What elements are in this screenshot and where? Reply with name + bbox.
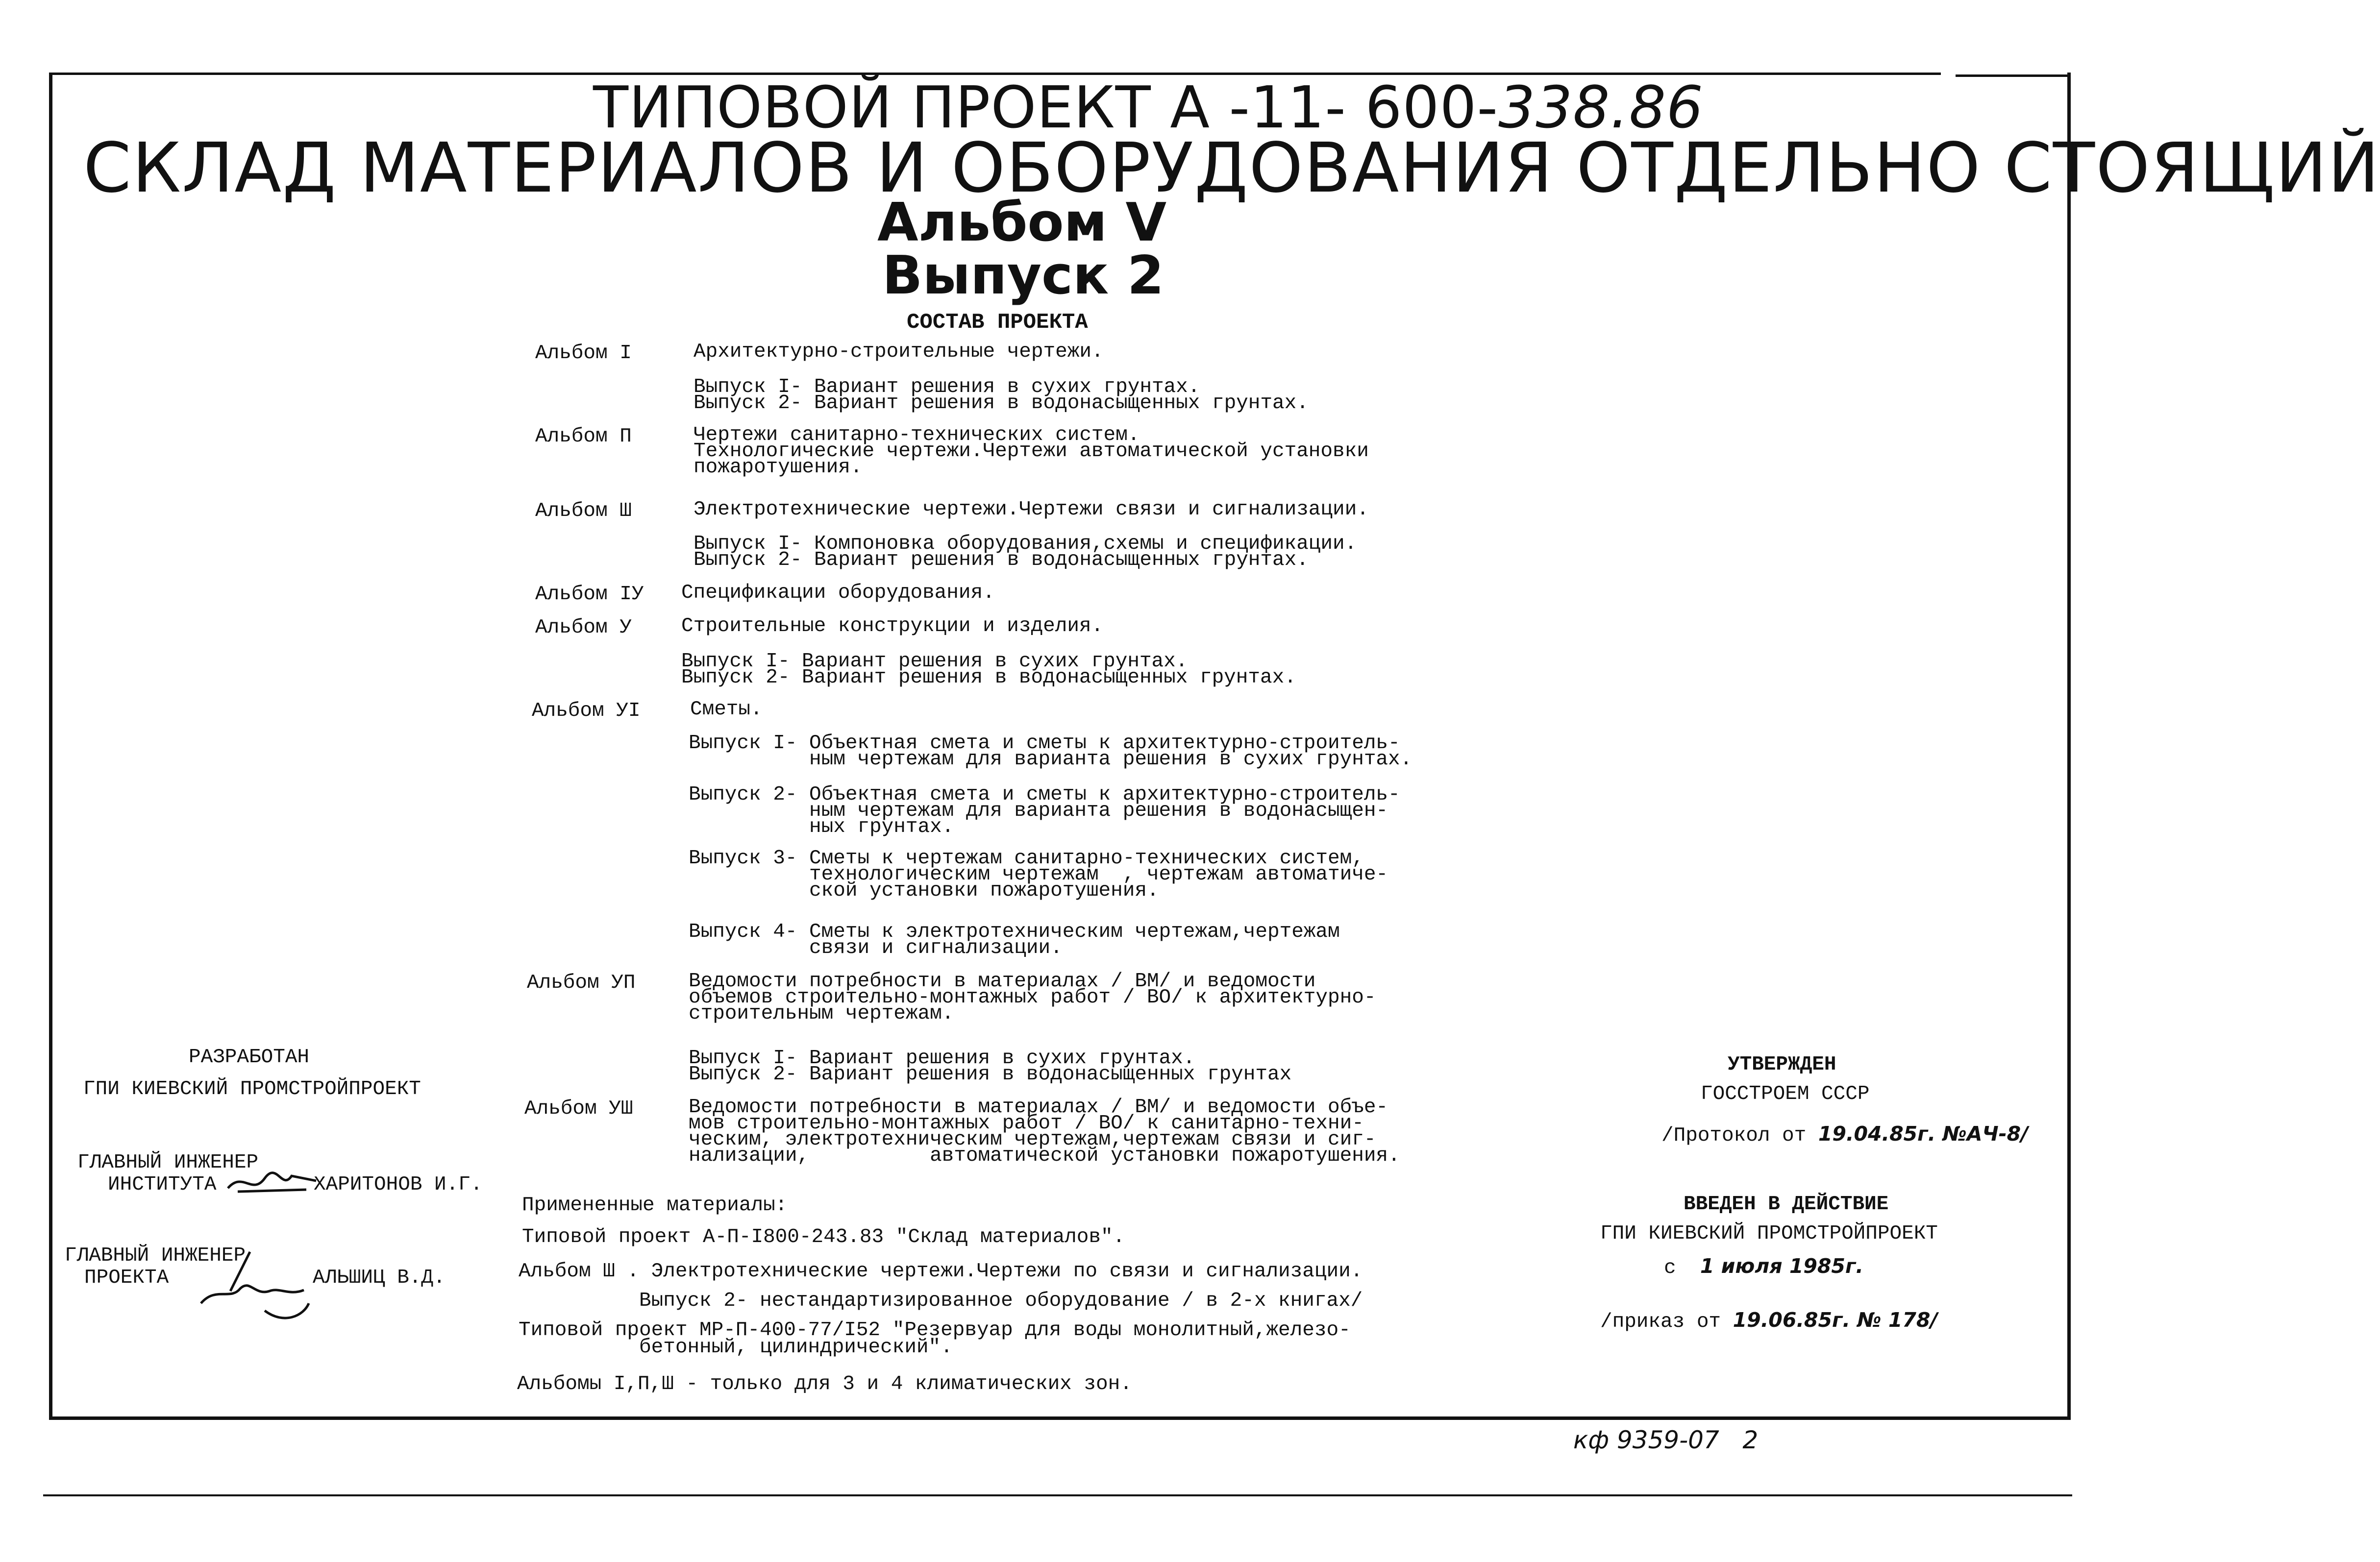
- album-description-line: ской установки пожаротушения.: [689, 879, 1159, 902]
- material-line: Альбом Ш . Электротехнические чертежи.Чертежи по связи и сигнализации.: [519, 1260, 1363, 1283]
- album-label: Альбом УП: [527, 972, 636, 994]
- album-description-line: Выпуск I- Компоновка оборудования,схемы и спецификации.: [694, 533, 1357, 555]
- footer-code: кф 9359-07 2: [1573, 1426, 1759, 1454]
- album-description-line: Чертежи санитарно-технических систем.: [694, 424, 1140, 446]
- album-description-line: ным чертежам для варианта решения в водонасыщен-: [689, 800, 1388, 822]
- album-description-line: Выпуск 4- Сметы к электротехническим чертежам,чертежам: [689, 921, 1340, 943]
- approval-by: ГОССТРОЕМ СССР: [1701, 1083, 1870, 1105]
- material-line: Выпуск 2- нестандартизированное оборудование / в 2-х книгах/: [519, 1290, 1363, 1312]
- bottom-rule: [43, 1494, 2072, 1496]
- album-description-line: Строительные конструкции и изделия.: [681, 615, 1104, 637]
- album-description-line: строительным чертежам.: [689, 1002, 954, 1025]
- chief-institute-title: ГЛАВНЫЙ ИНЖЕНЕР: [77, 1151, 259, 1174]
- album-description-line: Сметы.: [690, 698, 763, 721]
- album-label: Альбом У: [535, 616, 632, 639]
- enacted-date-prefix: с: [1664, 1257, 1700, 1279]
- document-title: СКЛАД МАТЕРИАЛОВ И ОБОРУДОВАНИЯ ОТДЕЛЬНО СТОЯЩИЙ: [83, 128, 2380, 208]
- developer-org: ГПИ КИЕВСКИЙ ПРОМСТРОЙПРОЕКТ: [83, 1078, 421, 1100]
- chief-project-signature: [191, 1242, 319, 1335]
- chief-institute-label: ИНСТИТУТА: [108, 1173, 217, 1196]
- chief-project-title: ГЛАВНЫЙ ИНЖЕНЕР: [65, 1245, 246, 1267]
- order-handwritten: 19.06.85г. № 178/: [1733, 1308, 1938, 1332]
- album-description-line: Выпуск 2- Вариант решения в водонасыщенных грунтах.: [694, 549, 1309, 571]
- composition-title: СОСТАВ ПРОЕКТА: [907, 310, 1088, 335]
- project-prefix: ТИПОВОЙ ПРОЕКТ: [593, 73, 1170, 141]
- album-description-line: Выпуск 3- Сметы к чертежам санитарно-технических систем,: [689, 847, 1364, 870]
- album-description-line: Ведомости потребности в материалах / ВМ/ и ведомости: [689, 970, 1316, 993]
- album-label: Альбом Ш: [535, 500, 632, 522]
- album-description-line: ческим, электротехническим чертежам,чертежам связи и сиг-: [689, 1128, 1376, 1151]
- materials-heading: Примененные материалы:: [522, 1194, 788, 1217]
- material-line: Типовой проект МР-П-400-77/I52 "Резервуар для воды монолитный,железо-: [519, 1319, 1351, 1342]
- approval-protocol-prefix: /Протокол от: [1661, 1124, 1818, 1147]
- album-description-line: пожаротушения.: [694, 456, 863, 479]
- album-description-line: Выпуск I- Вариант решения в сухих грунтах.: [694, 376, 1200, 398]
- album-description-line: ных грунтах.: [689, 816, 954, 838]
- chief-institute-signature: [223, 1161, 321, 1200]
- album-label: Альбом П: [535, 425, 632, 448]
- issue-number: Выпуск 2: [882, 245, 1165, 306]
- album-description-line: Выпуск 2- Объектная смета и сметы к архитектурно-строитель-: [689, 783, 1400, 806]
- enacted-title: ВВЕДЕН В ДЕЙСТВИЕ: [1684, 1193, 1889, 1216]
- album-label: Альбом IУ: [535, 583, 644, 606]
- album-description-line: Спецификации оборудования.: [681, 582, 995, 604]
- album-label: Альбом I: [535, 342, 632, 365]
- material-line: Альбомы I,П,Ш - только для 3 и 4 климатических зон.: [517, 1373, 1132, 1395]
- album-description-line: ным чертежам для варианта решения в сухих грунтах.: [689, 748, 1413, 771]
- album-label: Альбом УI: [532, 700, 641, 722]
- material-line: Типовой проект А-П-I800-243.83 "Склад материалов".: [522, 1226, 1125, 1248]
- album-description-line: Выпуск I- Объектная смета и сметы к архитектурно-строитель-: [689, 732, 1400, 755]
- album-description-line: объемов строительно-монтажных работ / ВО/ к архитектурно-: [689, 986, 1376, 1009]
- album-description-line: нализации, автоматической установки пожаротушения.: [689, 1145, 1400, 1167]
- album-description-line: Выпуск I- Вариант решения в сухих грунтах.: [681, 650, 1188, 673]
- developer-title: РАЗРАБОТАН: [189, 1046, 310, 1069]
- album-description-line: Выпуск I- Вариант решения в сухих грунтах.: [689, 1047, 1195, 1070]
- approval-protocol-handwritten: 19.04.85г. №АЧ-8/: [1818, 1122, 2029, 1146]
- project-code-handwritten: 338.86: [1498, 73, 1704, 141]
- album-description-line: Ведомости потребности в материалах / ВМ/ и ведомости объе-: [689, 1096, 1388, 1119]
- album-description-line: Выпуск 2- Вариант решения в водонасыщенных грунтах.: [694, 392, 1309, 415]
- album-description-line: Архитектурно-строительные чертежи.: [694, 341, 1104, 363]
- material-line: бетонный, цилиндрический".: [519, 1336, 953, 1359]
- album-description-line: мов строительно-монтажных работ / ВО/ к санитарно-техни-: [689, 1112, 1364, 1135]
- album-description-line: Электротехнические чертежи.Чертежи связи и сигнализации.: [694, 498, 1369, 521]
- album-description-line: Выпуск 2- Вариант решения в водонасыщенных грунтах: [689, 1063, 1292, 1086]
- chief-project-label: ПРОЕКТА: [84, 1267, 169, 1289]
- order-prefix: /приказ от: [1600, 1311, 1733, 1333]
- album-description-line: Выпуск 2- Вариант решения в водонасыщенных грунтах.: [681, 666, 1296, 689]
- chief-project-name: АЛЬШИЦ В.Д.: [313, 1267, 446, 1289]
- album-number: Альбом V: [877, 192, 1167, 253]
- enacted-date-handwritten: 1 июля 1985г.: [1700, 1254, 1863, 1278]
- album-description-line: Технологические чертежи.Чертежи автоматической установки: [694, 440, 1369, 463]
- order-line: [1600, 1308, 1937, 1333]
- album-label: Альбом УШ: [524, 1098, 633, 1120]
- enacted-date: [1664, 1254, 1863, 1279]
- project-code: А -11- 600-: [1170, 73, 1499, 141]
- approval-title: УТВЕРЖДЕН: [1728, 1053, 1836, 1076]
- approval-protocol: [1661, 1122, 2028, 1147]
- enacted-by: ГПИ КИЕВСКИЙ ПРОМСТРОЙПРОЕКТ: [1600, 1222, 1938, 1245]
- album-description-line: связи и сигнализации.: [689, 937, 1063, 959]
- album-description-line: технологическим чертежам , чертежам автоматиче-: [689, 863, 1388, 886]
- chief-institute-name: ХАРИТОНОВ И.Г.: [314, 1173, 483, 1196]
